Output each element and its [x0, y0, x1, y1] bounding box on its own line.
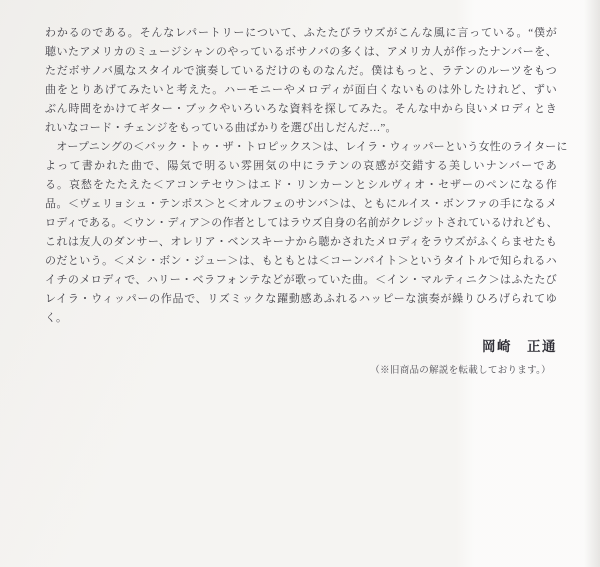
text-line: 曲をとりあげてみたいと考えた。ハーモニーやメロディが面白くないものは外したけれど、ずい: [45, 84, 557, 96]
paragraph-artist-quote: [45, 24, 557, 138]
text-line: オープニングの＜バック・トゥ・ザ・トロピックス＞は、レイラ・ウィッパーという女性のライターに: [45, 141, 568, 153]
text-line: レイラ・ウィッパーの作品で、リズミックな躍動感あふれるハッピーな演奏が繰りひろげられてゆ: [45, 293, 557, 305]
author-signature: 岡崎 正通: [482, 339, 557, 354]
text-line: ぶん時間をかけてギター・ブックやいろいろな資料を探してみた。そんな中から良いメロディとき: [45, 103, 557, 115]
text-line: のだという。＜メシ・ボン・ジュー＞は、もともとは＜コーンバイト＞というタイトルで知られるハ: [45, 255, 557, 267]
text-line: これは友人のダンサー、オレリア・ベンスキーナから聴かされたメロディをラウズがふくらませたも: [45, 236, 557, 248]
text-line: く。: [45, 312, 68, 324]
text-line: よって書かれた曲で、陽気で明るい雰囲気の中にラテンの哀感が交錯する美しいナンバーであ: [45, 160, 557, 172]
text-line: 品。＜ヴェリョシュ・テンポス＞と＜オルフェのサンバ＞は、ともにルイス・ボンファの手になるメ: [45, 198, 557, 210]
text-line: イチのメロディで、ハリー・ベラフォンテなどが歌っていた曲。＜イン・マルティニク＞はふたたび: [45, 274, 557, 286]
text-line: れいなコード・チェンジをもっている曲ばかりを選び出しだんだ…”。: [45, 122, 397, 134]
body-text: [45, 24, 568, 381]
reprint-note: （※旧商品の解説を転載しております。）: [370, 366, 551, 376]
paragraph-track-descriptions: [45, 138, 568, 328]
text-line: 聴いたアメリカのミュージシャンのやっているボサノバの多くは、アメリカ人が作ったナンバーを、: [45, 46, 557, 58]
text-line: ロディである。＜ウン・ディア＞の作者としてはラウズ自身の名前がクレジットされているけれども、: [45, 217, 558, 229]
text-line: わかるのである。そんなレパートリーについて、ふたたびラウズがこんな風に言っている。“僕が: [45, 27, 557, 39]
text-line: る。哀愁をたたえた＜アコンテセウ＞はエド・リンカーンとシルヴィオ・セザーのペンになる作: [45, 179, 557, 191]
text-line: ただボサノバ風なスタイルで演奏しているだけのものなんだ。僕はもっと、ラテンのルーツをもつ: [45, 65, 557, 77]
